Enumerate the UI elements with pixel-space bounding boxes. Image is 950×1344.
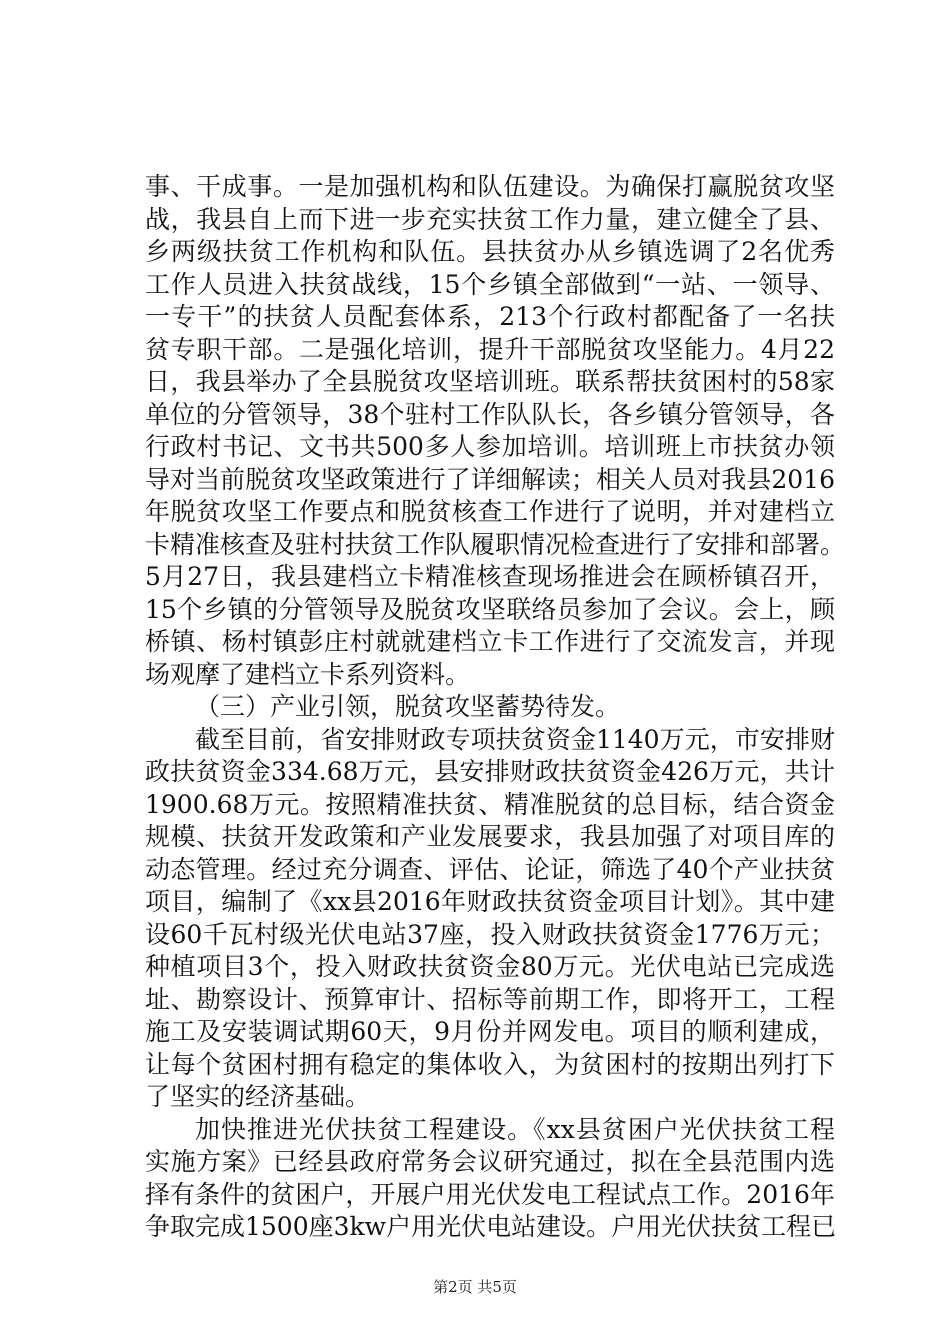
text-line: 实施方案》已经县政府常务会议研究通过，拟在全县范围内选 (145, 1147, 835, 1176)
text-line: 战，我县自上而下进一步充实扶贫工作力量，建立健全了县、 (145, 204, 835, 234)
text-line: 年脱贫攻坚工作要点和脱贫核查工作进行了说明，并对建档立 (145, 497, 835, 526)
text-line: 一专干”的扶贫人员配套体系，213个行政村都配备了一名扶 (145, 302, 835, 331)
text-line: 让每个贫困村拥有稳定的集体收入，为贫困村的按期出列打下 (145, 1049, 835, 1079)
text-line: （三）产业引领，脱贫攻坚蓄势待发。 (195, 692, 621, 721)
text-line: 单位的分管领导，38个驻村工作队队长，各乡镇分管领导，各 (145, 399, 835, 429)
text-line: 动态管理。经过充分调查、评估、论证，筛选了40个产业扶贫 (145, 854, 835, 884)
text-line: 址、勘察设计、预算审计、招标等前期工作，即将开工，工程 (145, 984, 835, 1014)
text-line: 工作人员进入扶贫战线，15个乡镇全部做到“一站、一领导、 (145, 269, 835, 299)
text-line: 导对当前脱贫攻坚政策进行了详细解读；相关人员对我县2016 (145, 464, 835, 494)
text-line: 项目，编制了《xx县2016年财政扶贫资金项目计划》。其中建 (145, 887, 835, 916)
text-line: 5月27日，我县建档立卡精准核查现场推进会在顾桥镇召开， (145, 562, 835, 591)
text-line: 设60千瓦村级光伏电站37座，投入财政扶贫资金1776万元； (145, 919, 835, 949)
text-line: 择有条件的贫困户，开展户用光伏发电工程试点工作。2016年 (145, 1179, 835, 1209)
text-line: 行政村书记、文书共500多人参加培训。培训班上市扶贫办领 (145, 432, 835, 461)
page-footer: 第2页 共5页 (433, 1278, 517, 1296)
text-line: 了坚实的经济基础。 (145, 1082, 371, 1111)
document-body (145, 171, 846, 1244)
text-line: 桥镇、杨村镇彭庄村就就建档立卡工作进行了交流发言，并现 (145, 627, 835, 656)
text-line: 15个乡镇的分管领导及脱贫攻坚联络员参加了会议。会上，顾 (145, 594, 835, 624)
text-line: 施工及安装调试期60天，9月份并网发电。项目的顺利建成， (145, 1017, 835, 1046)
text-line: 争取完成1500座3kw户用光伏电站建设。户用光伏扶贫工程已 (145, 1212, 837, 1241)
text-line: 加快推进光伏扶贫工程建设。《xx县贫困户光伏扶贫工程 (195, 1114, 835, 1144)
text-line: 截至目前，省安排财政专项扶贫资金1140万元，市安排财 (195, 724, 835, 754)
text-line: 乡两级扶贫工作机构和队伍。县扶贫办从乡镇选调了2名优秀 (145, 237, 835, 266)
text-line: 贫专职干部。二是强化培训，提升干部脱贫攻坚能力。4月22 (145, 334, 835, 364)
text-line: 场观摩了建档立卡系列资料。 (145, 659, 471, 689)
text-line: 规模、扶贫开发政策和产业发展要求，我县加强了对项目库的 (145, 822, 835, 851)
text-line: 1900.68万元。按照精准扶贫、精准脱贫的总目标，结合资金 (145, 789, 835, 819)
text-line: 事、干成事。一是加强机构和队伍建设。为确保打赢脱贫攻坚 (145, 172, 835, 201)
text-line: 日，我县举办了全县脱贫攻坚培训班。联系帮扶贫困村的58家 (145, 367, 835, 396)
text-line: 卡精准核查及驻村扶贫工作队履职情况检查进行了安排和部署。 (145, 529, 846, 559)
text-line: 政扶贫资金334.68万元，县安排财政扶贫资金426万元，共计 (145, 757, 835, 786)
text-line: 种植项目3个，投入财政扶贫资金80万元。光伏电站已完成选 (145, 952, 835, 981)
